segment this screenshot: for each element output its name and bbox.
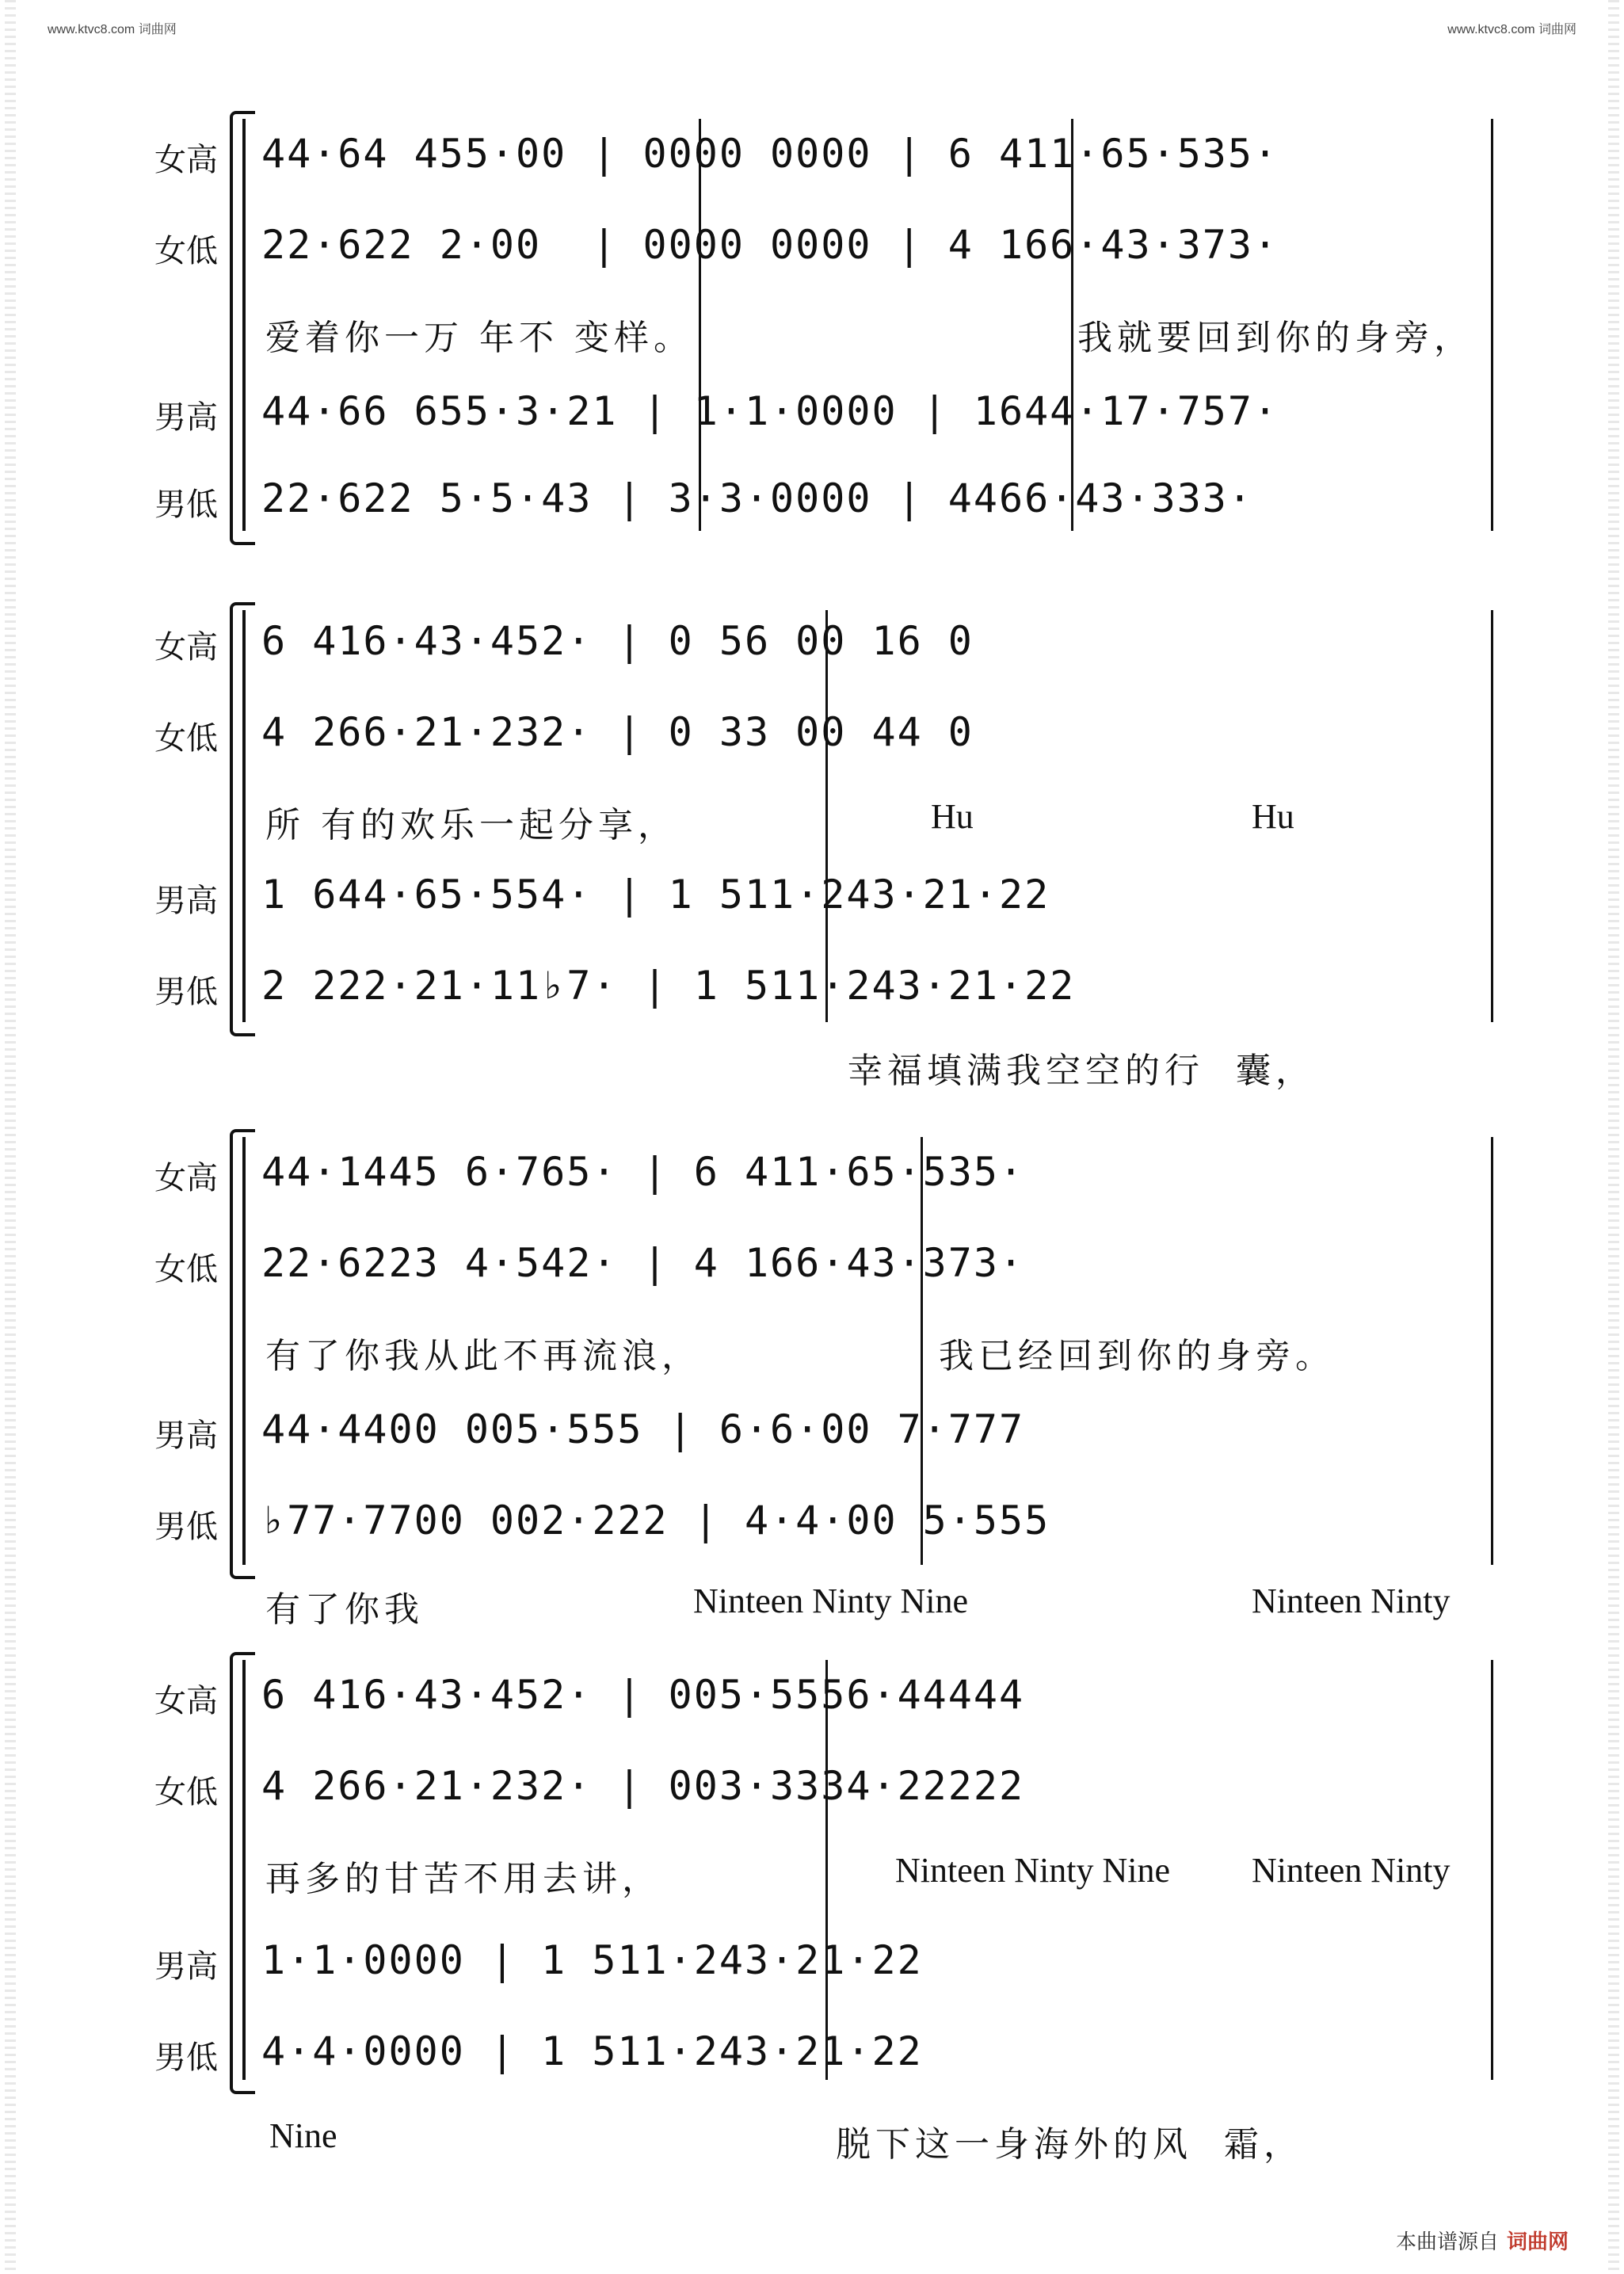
system-brace-line xyxy=(242,610,246,1022)
lyric-line: 有了你我从此不再流浪， xyxy=(265,1336,701,1376)
system-brace-line xyxy=(242,1660,246,2080)
part-label-soprano: 女高 xyxy=(154,142,218,178)
notes-soprano: 6 416·43·452· | 005·5556·44444 xyxy=(261,1672,1025,1718)
notes-bass: 2 222·21·11♭7· | 1 511·243·21·22 xyxy=(261,963,1076,1009)
lyric-line: 我就要回到你的身旁， xyxy=(1077,318,1473,358)
lyric-line: 脱下这一身海外的风 霜， xyxy=(836,2124,1303,2165)
part-label-soprano: 女高 xyxy=(154,1683,218,1719)
notes-bass: 22·622 5·5·43 | 3·3·0000 | 4466·43·333· xyxy=(261,475,1253,521)
lyric-line: 我已经回到你的身旁。 xyxy=(939,1336,1335,1376)
footer-source: 本曲谱源自 xyxy=(1395,2230,1499,2253)
barline xyxy=(1491,610,1493,1022)
page-footer xyxy=(1396,2226,1569,2255)
part-label-tenor: 男高 xyxy=(154,1948,218,1985)
notes-soprano: 6 416·43·452· | 0 56 00 16 0 xyxy=(261,618,974,664)
barline xyxy=(1071,119,1073,531)
notes-alto: 4 266·21·232· | 003·3334·22222 xyxy=(261,1763,1025,1809)
lyric-line: 幸福填满我空空的行 囊， xyxy=(848,1051,1315,1091)
left-margin-strip xyxy=(5,0,16,2274)
lyric-line: 有了你我 xyxy=(265,1589,424,1630)
system-brace-line xyxy=(242,1137,246,1565)
notes-soprano: 44·1445 6·765· | 6 411·65·535· xyxy=(261,1149,1025,1195)
lyric-line: Ninteen Ninty xyxy=(1252,1581,1451,1620)
notes-alto: 22·622 2·00 | 0000 0000 | 4 166·43·373· xyxy=(261,222,1279,268)
lyric-line: 再多的甘苦不用去讲， xyxy=(265,1859,661,1899)
system-brace-line xyxy=(242,119,246,531)
lyric-line: Ninteen Ninty xyxy=(1252,1851,1451,1890)
notes-soprano: 44·64 455·00 | 0000 0000 | 6 411·65·535· xyxy=(261,131,1279,177)
lyric-line: Nine xyxy=(269,2116,337,2155)
notes-alto: 22·6223 4·542· | 4 166·43·373· xyxy=(261,1240,1025,1286)
notes-tenor: 1·1·0000 | 1 511·243·21·22 xyxy=(261,1937,923,1983)
part-label-tenor: 男高 xyxy=(154,1417,218,1454)
part-label-soprano: 女高 xyxy=(154,629,218,666)
right-margin-strip xyxy=(1608,0,1619,2274)
barline xyxy=(1491,1137,1493,1565)
lyric-line: Ninteen Ninty Nine xyxy=(895,1851,1171,1890)
notes-bass: ♭77·7700 002·222 | 4·4·00 5·555 xyxy=(261,1498,1050,1543)
footer-brand: 词曲网 xyxy=(1506,2230,1569,2253)
barline xyxy=(699,119,701,531)
part-label-tenor: 男高 xyxy=(154,883,218,919)
part-label-bass: 男低 xyxy=(154,2039,218,2076)
part-label-bass: 男低 xyxy=(154,1509,218,1545)
part-label-alto: 女低 xyxy=(154,1774,218,1810)
part-label-alto: 女低 xyxy=(154,233,218,269)
part-label-soprano: 女高 xyxy=(154,1160,218,1196)
notes-alto: 4 266·21·232· | 0 33 00 44 0 xyxy=(261,709,974,755)
part-label-tenor: 男高 xyxy=(154,399,218,436)
part-label-alto: 女低 xyxy=(154,1251,218,1288)
barline xyxy=(825,610,828,1022)
part-label-alto: 女低 xyxy=(154,720,218,757)
lyric-line: 所 有的欢乐一起分享， xyxy=(265,805,677,845)
lyric-line: Hu xyxy=(931,797,974,836)
header-left: www.ktvc8.com 词曲网 xyxy=(48,23,177,36)
notes-tenor: 44·4400 005·555 | 6·6·00 7·777 xyxy=(261,1406,1025,1452)
lyric-line: Ninteen Ninty Nine xyxy=(693,1581,969,1620)
barline xyxy=(825,1660,828,2080)
lyric-line: 爱着你一万 年不 变样。 xyxy=(265,318,693,358)
barline xyxy=(1491,1660,1493,2080)
notes-tenor: 1 644·65·554· | 1 511·243·21·22 xyxy=(261,872,1050,918)
part-label-bass: 男低 xyxy=(154,974,218,1010)
part-label-bass: 男低 xyxy=(154,486,218,523)
notes-bass: 4·4·0000 | 1 511·243·21·22 xyxy=(261,2028,923,2074)
notes-tenor: 44·66 655·3·21 | 1·1·0000 | 1644·17·757· xyxy=(261,388,1279,434)
lyric-line: Hu xyxy=(1252,797,1294,836)
barline xyxy=(1491,119,1493,531)
header-right: www.ktvc8.com 词曲网 xyxy=(1447,23,1576,36)
